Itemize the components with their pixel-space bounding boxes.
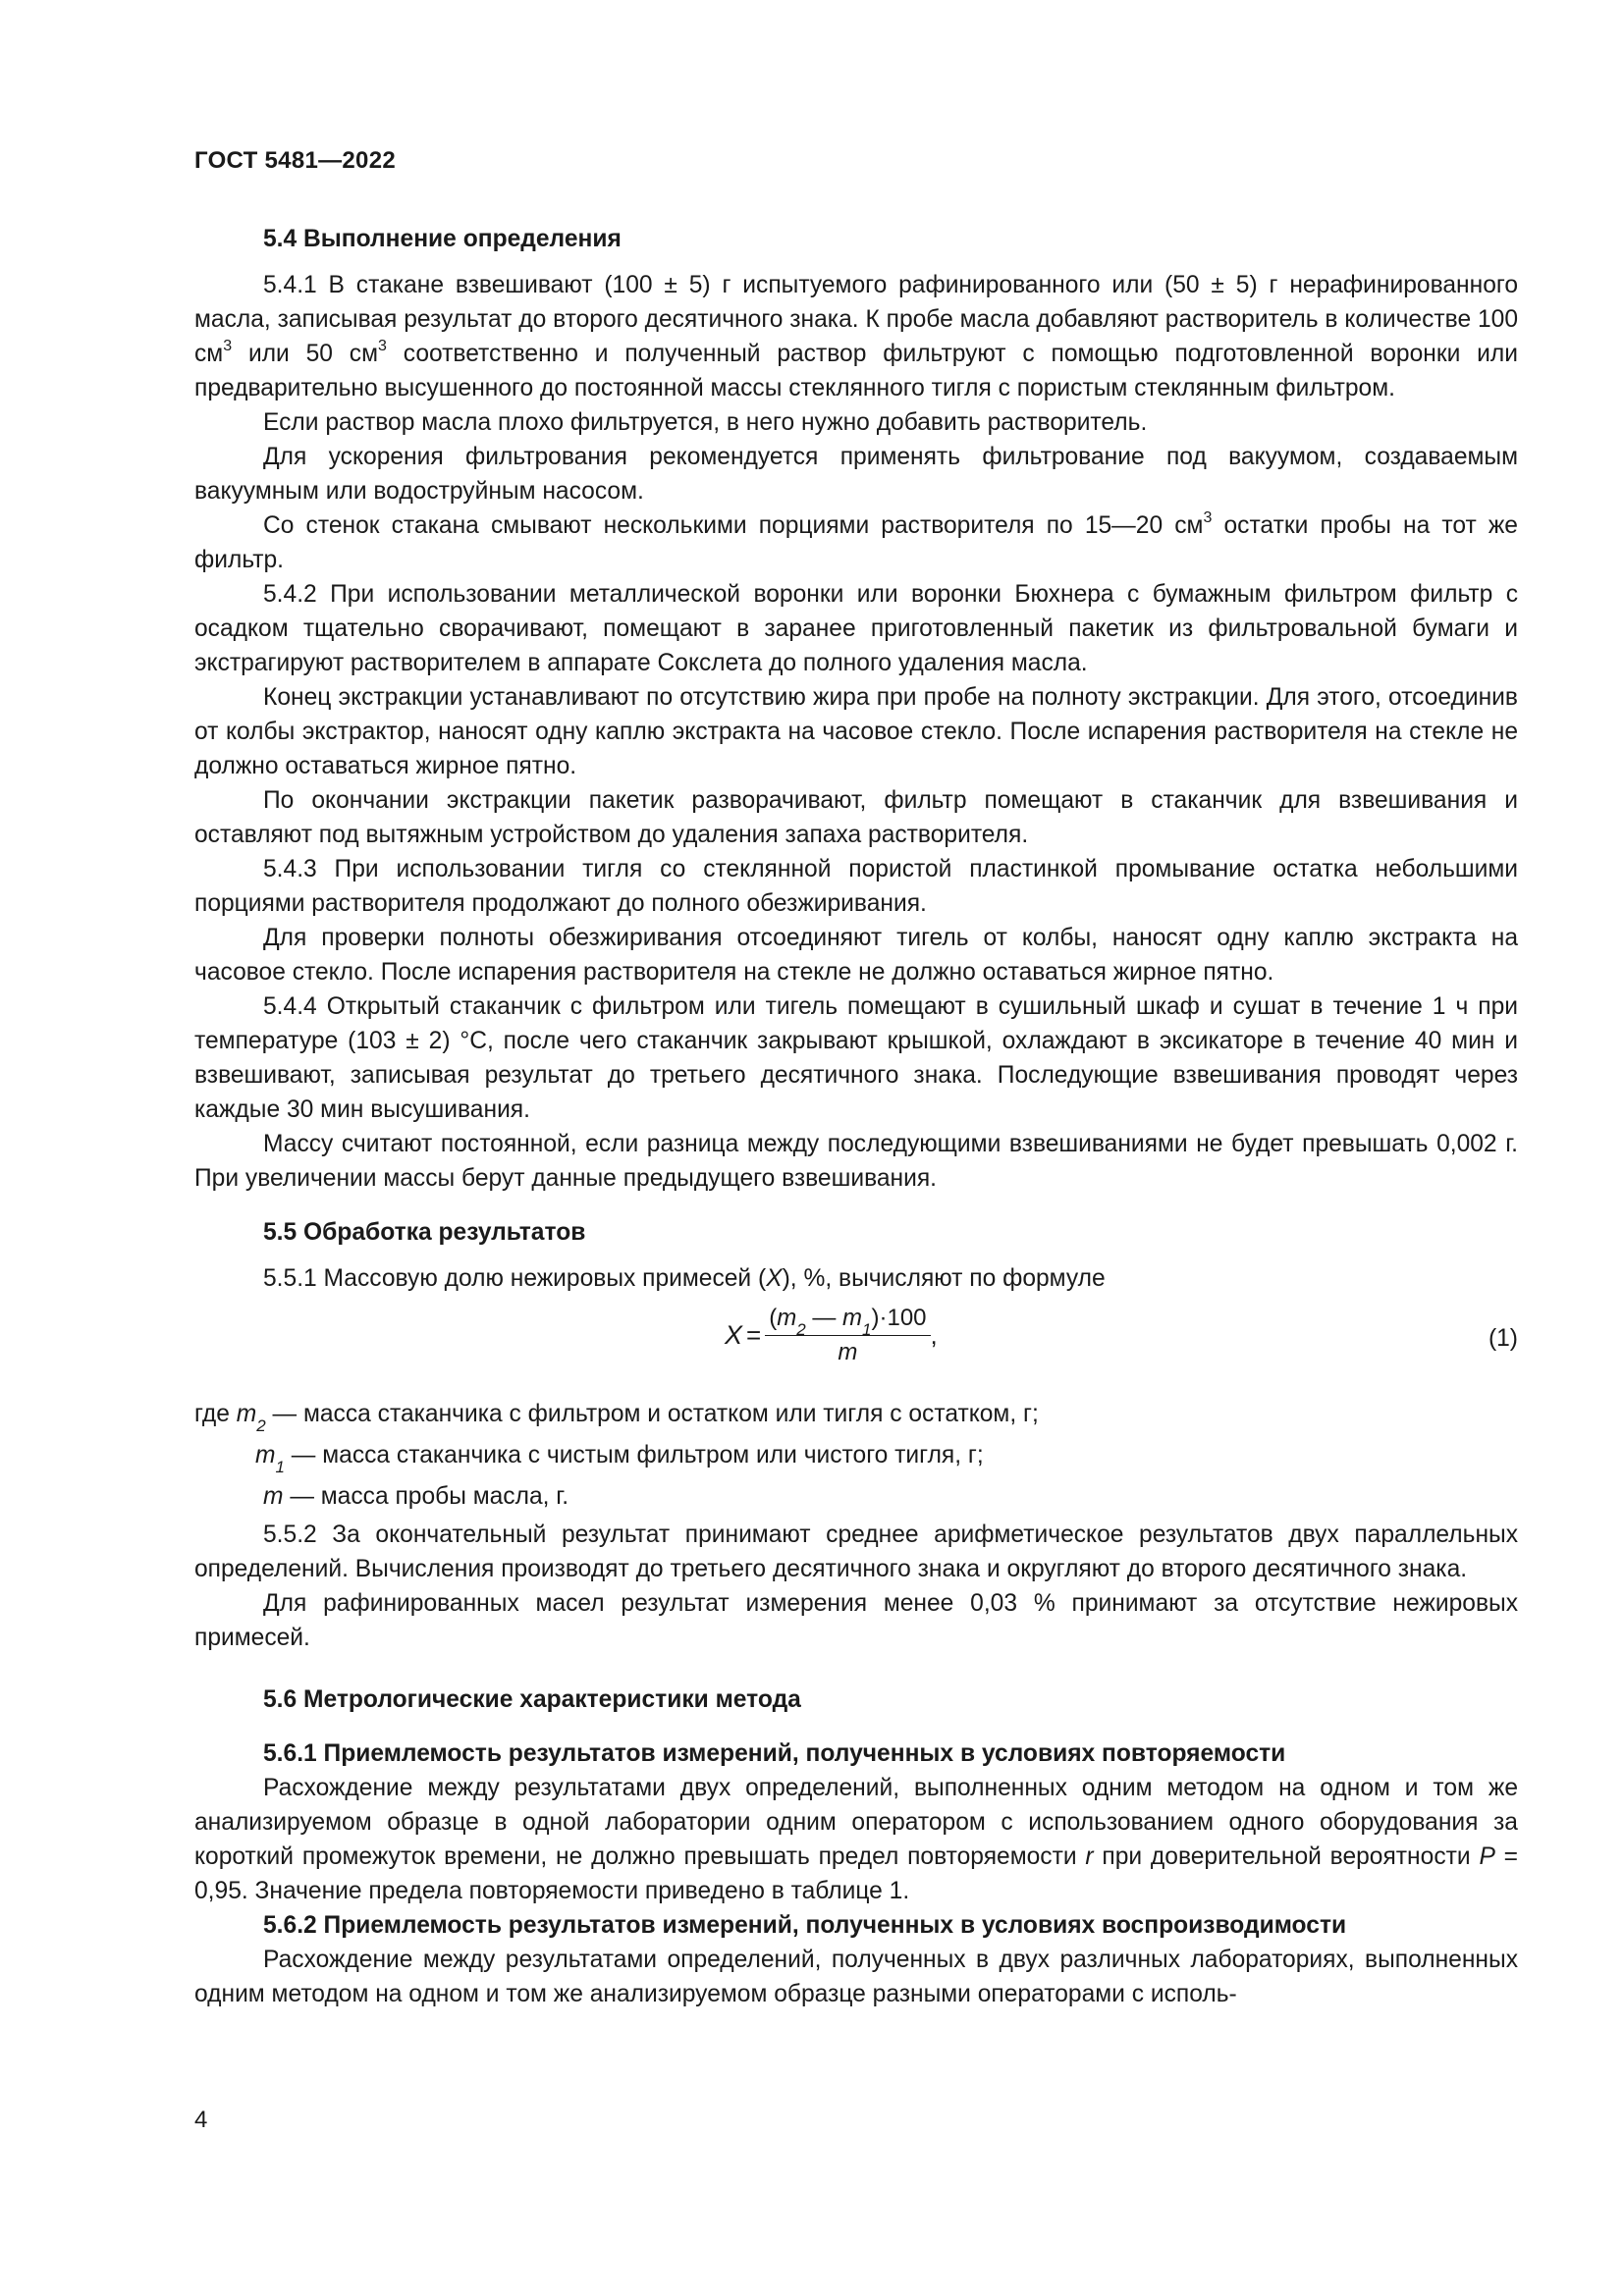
text-span: или 50 см — [232, 341, 379, 367]
text-span: ), %, вычисляют по формуле — [782, 1265, 1106, 1292]
superscript: 3 — [378, 337, 387, 354]
formula — [725, 1304, 938, 1367]
paragraph — [194, 508, 1518, 577]
variable-r: r — [1085, 1843, 1094, 1870]
subscript: 1 — [275, 1457, 285, 1476]
text-span: где — [194, 1401, 237, 1427]
paragraph: Для рафинированных масел результат измерения менее 0,03 % принимают за отсутствие нежировых примесей. — [194, 1590, 1518, 1651]
paragraph-5-4-2: 5.4.2 При использовании металлической воронки или воронки Бюхнера с бумажным фильтром фильтр с осадком тщательно сворачивают, помещают в заранее приготовленный пакетик из фильтровальной бумаги и экстрагируют растворителем в аппарате Сокслета до полного удаления масла. — [194, 581, 1518, 676]
text-span: Со стенок стакана смывают несколькими порциями растворителя по 15—20 см — [263, 512, 1204, 539]
paragraph: Конец экстракции устанавливают по отсутствию жира при пробе на полноту экстракции. Для этого, отсоединив от колбы экстрактор, наносят одну каплю экстракта на часовое стекло. После испарения растворителя на стекле не должно оставаться жирное пятно. — [194, 684, 1518, 779]
formula-var: m — [777, 1305, 797, 1331]
formula-number: (1) — [1488, 1325, 1518, 1352]
text-span: — масса стаканчика с фильтром и остатком или тигля с остатком, г; — [265, 1401, 1039, 1427]
document-header: ГОСТ 5481—2022 — [194, 147, 397, 174]
section-5-4-heading: 5.4 Выполнение определения — [263, 226, 622, 252]
superscript: 3 — [223, 337, 233, 354]
section-5-5-heading: 5.5 Обработка результатов — [263, 1219, 586, 1246]
paragraph: Для проверки полноты обезжиривания отсоединяют тигель от колбы, наносят одну каплю экстракта на часовое стекло. После испарения растворителя на стекле не должно оставаться жирное пятно. — [194, 925, 1518, 986]
formula-comma: , — [930, 1320, 938, 1350]
text-span: при доверительной вероятности — [1093, 1843, 1480, 1870]
text-span: соответственно и полученный раствор фильтруют с помощью подготовленной воронки или предварительно высушенного до постоянной массы стеклянного тигля с пористым стеклянным фильтром. — [194, 341, 1518, 401]
paragraph-5-4-3: 5.4.3 При использовании тигля со стеклянной пористой пластинкой промывание остатка небольшими порциями растворителя продолжают до полного обезжиривания. — [194, 856, 1518, 917]
paragraph-5-4-4: 5.4.4 Открытый стаканчик с фильтром или тигель помещают в сушильный шкаф и сушат в течение 1 ч при температуре (103 ± 2) °С, после чего стаканчик закрывают крышкой, охлаждают в эксикаторе в течение 40 мин и взвешивают, записывая результат до третьего десятичного знака. Последующие взвешивания проводят через каждые 30 мин высушивания. — [194, 993, 1518, 1123]
formula-numerator — [765, 1304, 930, 1339]
section-5-6-heading: 5.6 Метрологические характеристики метода — [263, 1686, 801, 1713]
formula-equals: = — [746, 1320, 762, 1350]
paragraph-5-6-1 — [194, 1771, 1518, 1908]
legend-row-m2 — [194, 1394, 1518, 1435]
page-number: 4 — [194, 2107, 208, 2133]
paragraph-5-5-1 — [194, 1261, 1518, 1296]
variable: m — [236, 1401, 257, 1427]
paragraph: Если раствор масла плохо фильтруется, в него нужно добавить растворитель. — [263, 409, 1148, 436]
legend-row-m — [194, 1476, 1518, 1518]
paragraph-5-4-1 — [194, 268, 1518, 405]
subsection-5-6-2-heading: 5.6.2 Приемлемость результатов измерений, полученных в условиях воспроизводимости — [263, 1912, 1347, 1939]
formula-legend — [194, 1394, 1518, 1518]
text-span: = 0,95. Значение предела повторяемости приведено в таблице 1. — [194, 1843, 1519, 1904]
document-body — [194, 222, 1518, 2011]
paragraph: По окончании экстракции пакетик разворачивают, фильтр помещают в стаканчик для взвешивания и оставляют под вытяжным устройством до удаления запаха растворителя. — [194, 787, 1518, 848]
text-span: — масса пробы масла, г. — [283, 1483, 569, 1510]
text-span: — масса стаканчика с чистым фильтром или чистого тигля, г; — [284, 1442, 984, 1468]
legend-row-m1 — [194, 1435, 1518, 1476]
text-span: 5.5.1 Массовую долю нежировых примесей ( — [263, 1265, 767, 1292]
paragraph: Массу считают постоянной, если разница между последующими взвешиваниями не будет превышать 0,002 г. При увеличении массы берут данные предыдущего взвешивания. — [194, 1131, 1518, 1192]
text-span: остатки пробы на тот же фильтр. — [194, 512, 1518, 573]
formula-var: m — [842, 1305, 863, 1331]
formula-block — [194, 1296, 1518, 1394]
subsection-5-6-1-heading: 5.6.1 Приемлемость результатов измерений, полученных в условиях повторяемости — [263, 1740, 1286, 1767]
text-span: 5.4.1 В стакане взвешивают (100 ± 5) г испытуемого рафинированного или (50 ± 5) г нерафинированного масла, записывая результат до второго десятичного знака. К пробе масла добавляют растворитель в количестве 100 см — [194, 272, 1518, 367]
formula-denominator: m — [838, 1339, 858, 1365]
text-span: ( — [769, 1305, 778, 1331]
paragraph: Для ускорения фильтрования рекомендуется применять фильтрование под вакуумом, создаваемым вакуумным или водоструйным насосом. — [194, 444, 1518, 505]
text-span: — — [805, 1305, 843, 1331]
text-span: Расхождение между результатами двух определений, выполненных одним методом на одном и том же анализируемом образце в одной лаборатории одним оператором с использованием одного оборудования за короткий промежуток времени, не должно превышать предел повторяемости — [194, 1775, 1518, 1870]
paragraph-5-5-2: 5.5.2 За окончательный результат принимают среднее арифметическое результатов двух параллельных определений. Вычисления производят до третьего десятичного знака и округляют до второго десятичного знака. — [194, 1522, 1518, 1582]
variable-x: X — [766, 1265, 783, 1292]
subscript: 2 — [256, 1415, 266, 1435]
variable: m — [263, 1483, 284, 1510]
formula-lhs: X — [725, 1320, 743, 1350]
variable: m — [255, 1442, 276, 1468]
subscript: 1 — [862, 1319, 872, 1339]
subscript: 2 — [796, 1319, 806, 1339]
variable-p: P — [1479, 1843, 1495, 1870]
text-span: )·100 — [871, 1305, 927, 1331]
superscript: 3 — [1203, 508, 1213, 526]
paragraph-5-6-2: Расхождение между результатами определений, полученных в двух различных лабораториях, выполненных одним методом на одном и том же анализируемом образце разными операторами с исполь- — [194, 1947, 1518, 2007]
formula-fraction — [765, 1304, 930, 1367]
